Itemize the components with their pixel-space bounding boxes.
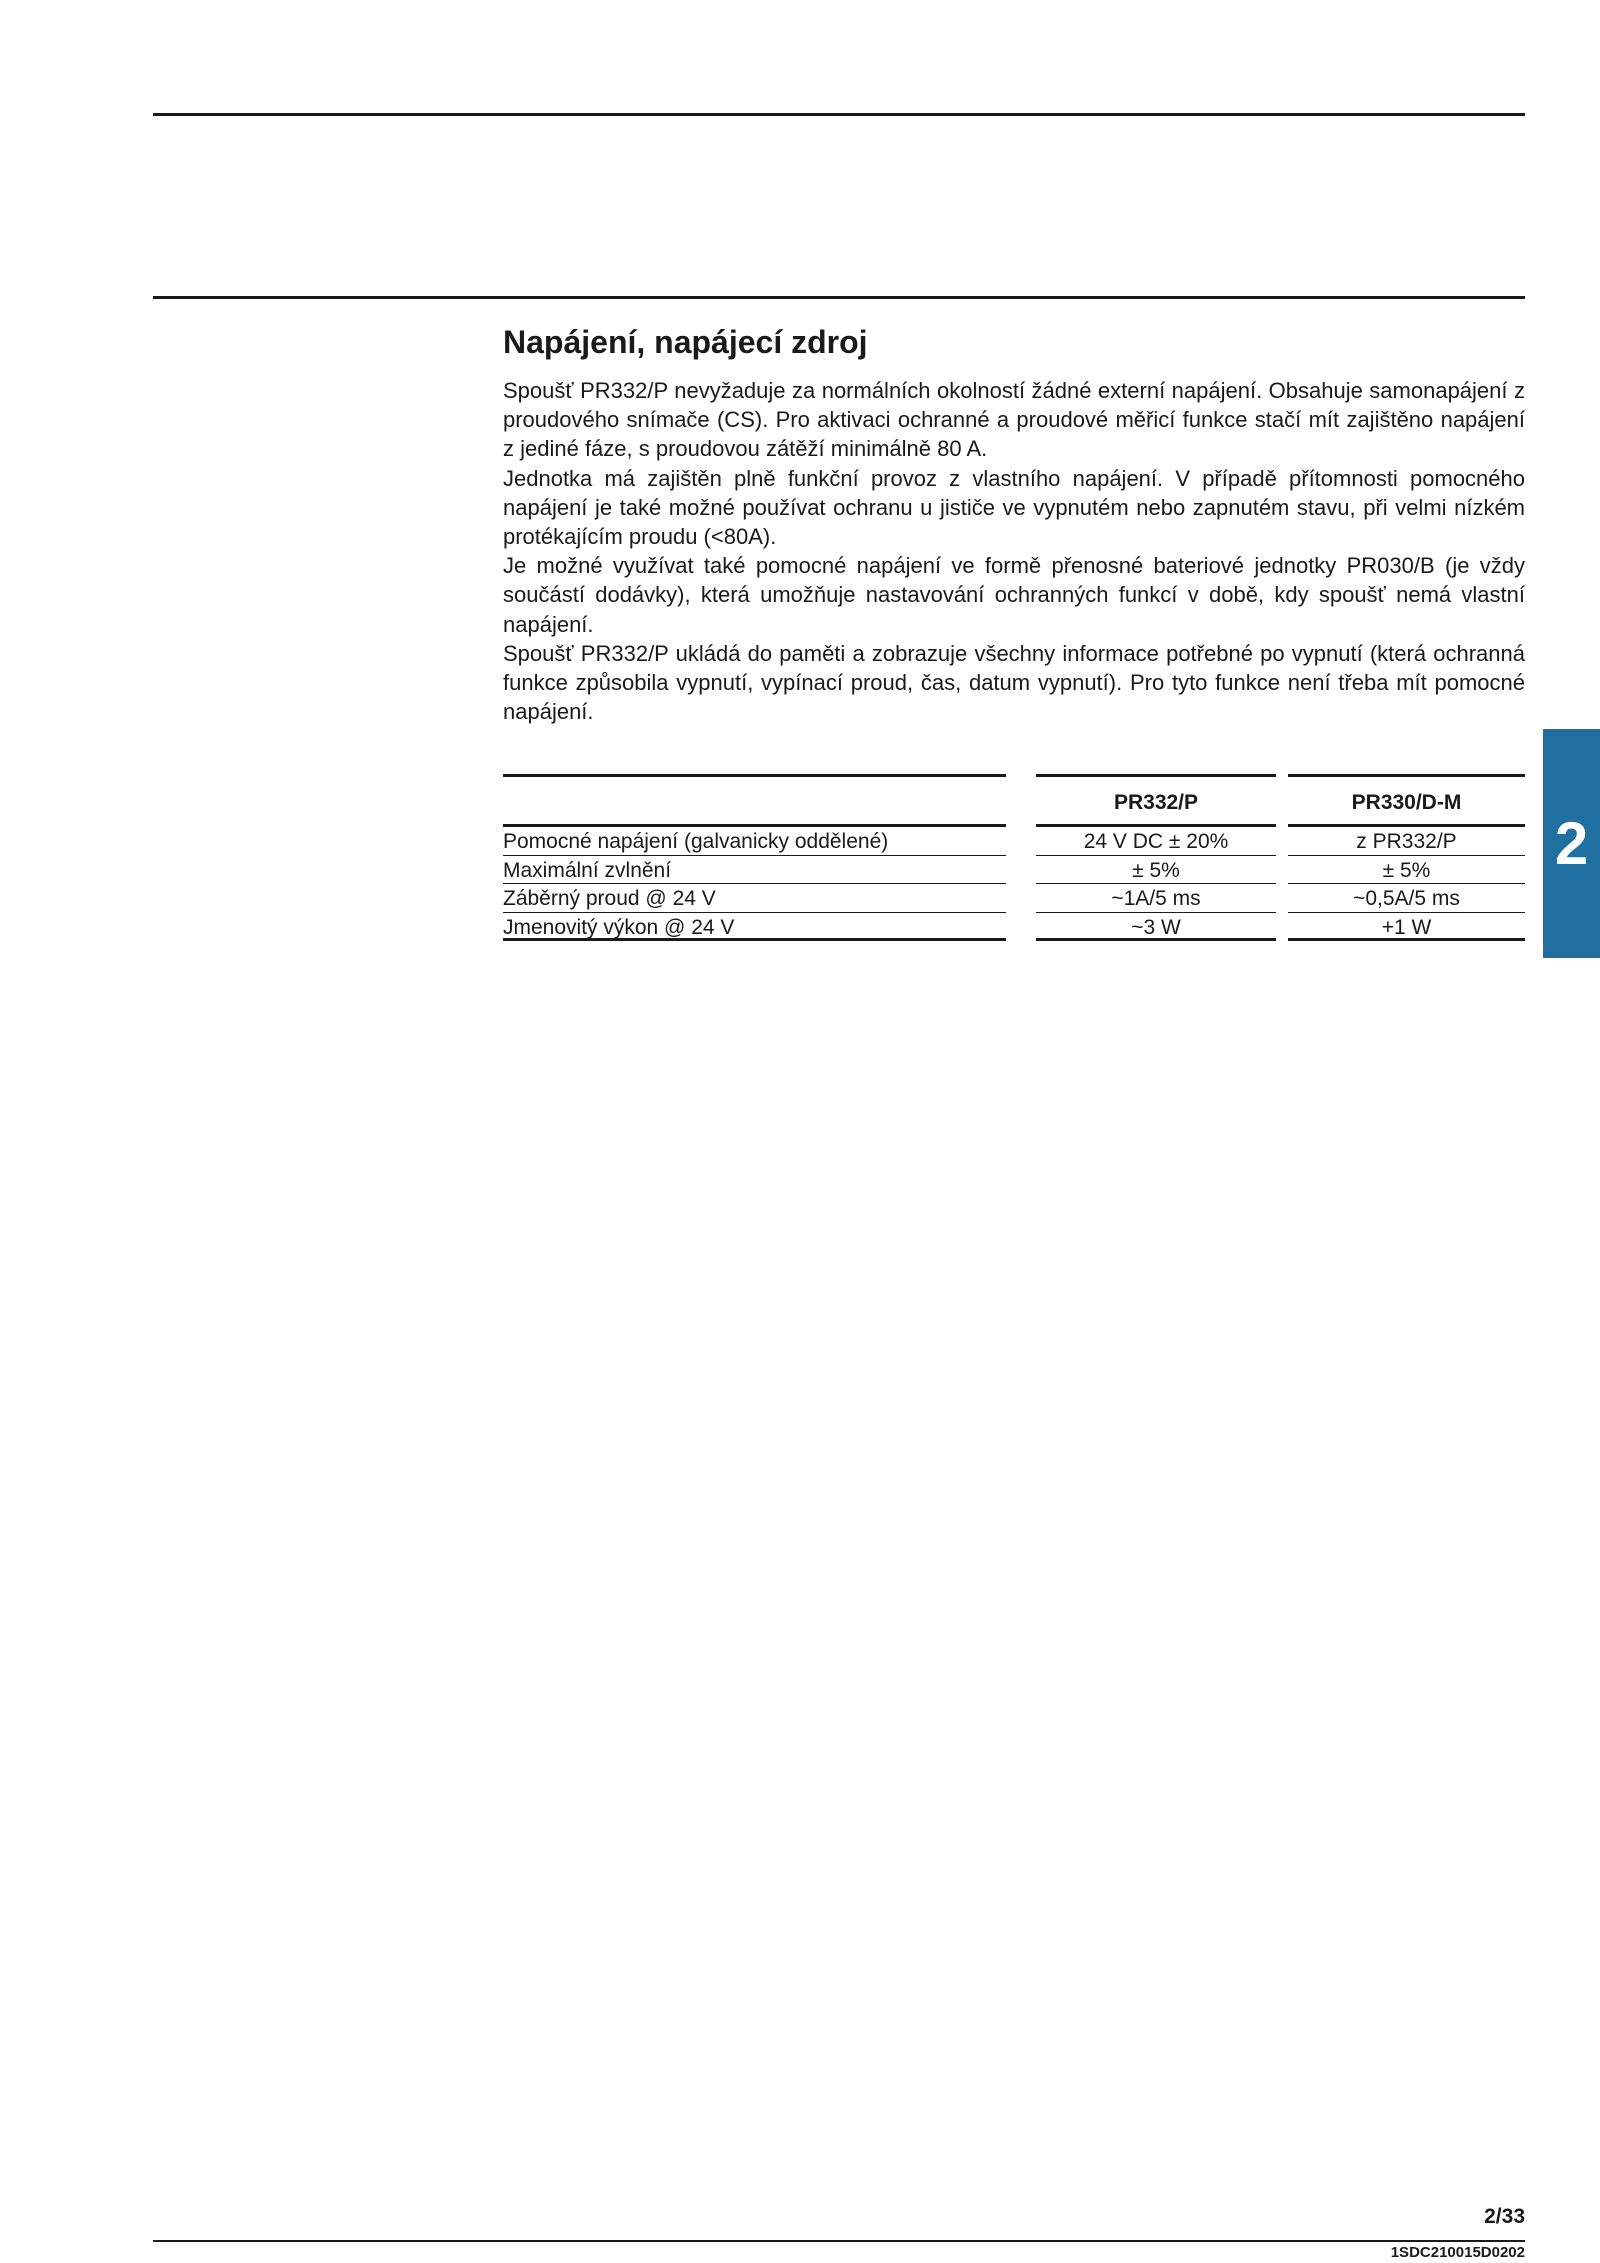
table-row-label: Záběrný proud @ 24 V (503, 884, 1006, 913)
table-cell: +1 W (1288, 913, 1525, 942)
section-body (503, 376, 1525, 726)
table-column-pr332p (1036, 774, 1276, 941)
table-header (1036, 774, 1276, 824)
table-row-label: Maximální zvlnění (503, 856, 1006, 885)
footer-rule (153, 2240, 1525, 2242)
table-cell: ± 5% (1288, 856, 1525, 885)
top-rule (153, 113, 1525, 116)
paragraph: Spoušť PR332/P ukládá do paměti a zobrazuje všechny informace potřebné po vypnutí (která ochranná funkce způsobila vypnutí, vypínací proud, čas, datum vypnutí). Pro tyto funkce není třeba mít pomocné napájení. (503, 640, 1525, 725)
table-header (1288, 774, 1525, 824)
table-cell: ~0,5A/5 ms (1288, 884, 1525, 913)
section-rule (153, 296, 1525, 299)
table-row-label: Pomocné napájení (galvanicky oddělené) (503, 827, 1006, 856)
table-header-label: PR332/P (1113, 791, 1199, 814)
section-content (503, 322, 1525, 726)
table-column-pr330dm (1288, 774, 1525, 941)
table-cell: ~1A/5 ms (1036, 884, 1276, 913)
table-cell: 24 V DC ± 20% (1036, 827, 1276, 856)
table-cell: ~3 W (1036, 913, 1276, 942)
paragraph: Jednotka má zajištěn plně funkční provoz z vlastního napájení. V případě přítomnosti pomocného napájení je také možné používat ochranu u jističe ve vypnutém nebo zapnutém stavu, při velmi nízkém protékajícím proudu (<80A). (503, 465, 1525, 550)
table-row-label: Jmenovitý výkon @ 24 V (503, 913, 1006, 942)
document-code: 1SDC210015D0202 (1390, 2244, 1525, 2261)
table-header-label: PR330/D-M (1351, 791, 1462, 814)
table-label-column (503, 774, 1006, 941)
paragraph: Je možné využívat také pomocné napájení ve formě přenosné bateriové jednotky PR030/B (je vždy součástí dodávky), která umožňuje nastavování ochranných funkcí v době, kdy spoušť nemá vlastní napájení. (503, 553, 1525, 637)
chapter-tab (1543, 729, 1600, 958)
section-title: Napájení, napájecí zdroj (503, 324, 868, 360)
table-cell: ± 5% (1036, 856, 1276, 885)
table-header-empty (503, 774, 1006, 824)
table-cell: z PR332/P (1288, 827, 1525, 856)
page-number: 2/33 (1484, 2205, 1525, 2228)
paragraph: Spoušť PR332/P nevyžaduje za normálních okolností žádné externí napájení. Obsahuje samonapájení z proudového snímače (CS). Pro aktivaci ochranné a proudové měřicí funkce stačí mít zajištěno napájení z jediné fáze, s proudovou zátěží minimálně 80 A. (503, 378, 1525, 462)
chapter-tab-label: 2 (1554, 810, 1589, 877)
spec-table (503, 774, 1525, 954)
